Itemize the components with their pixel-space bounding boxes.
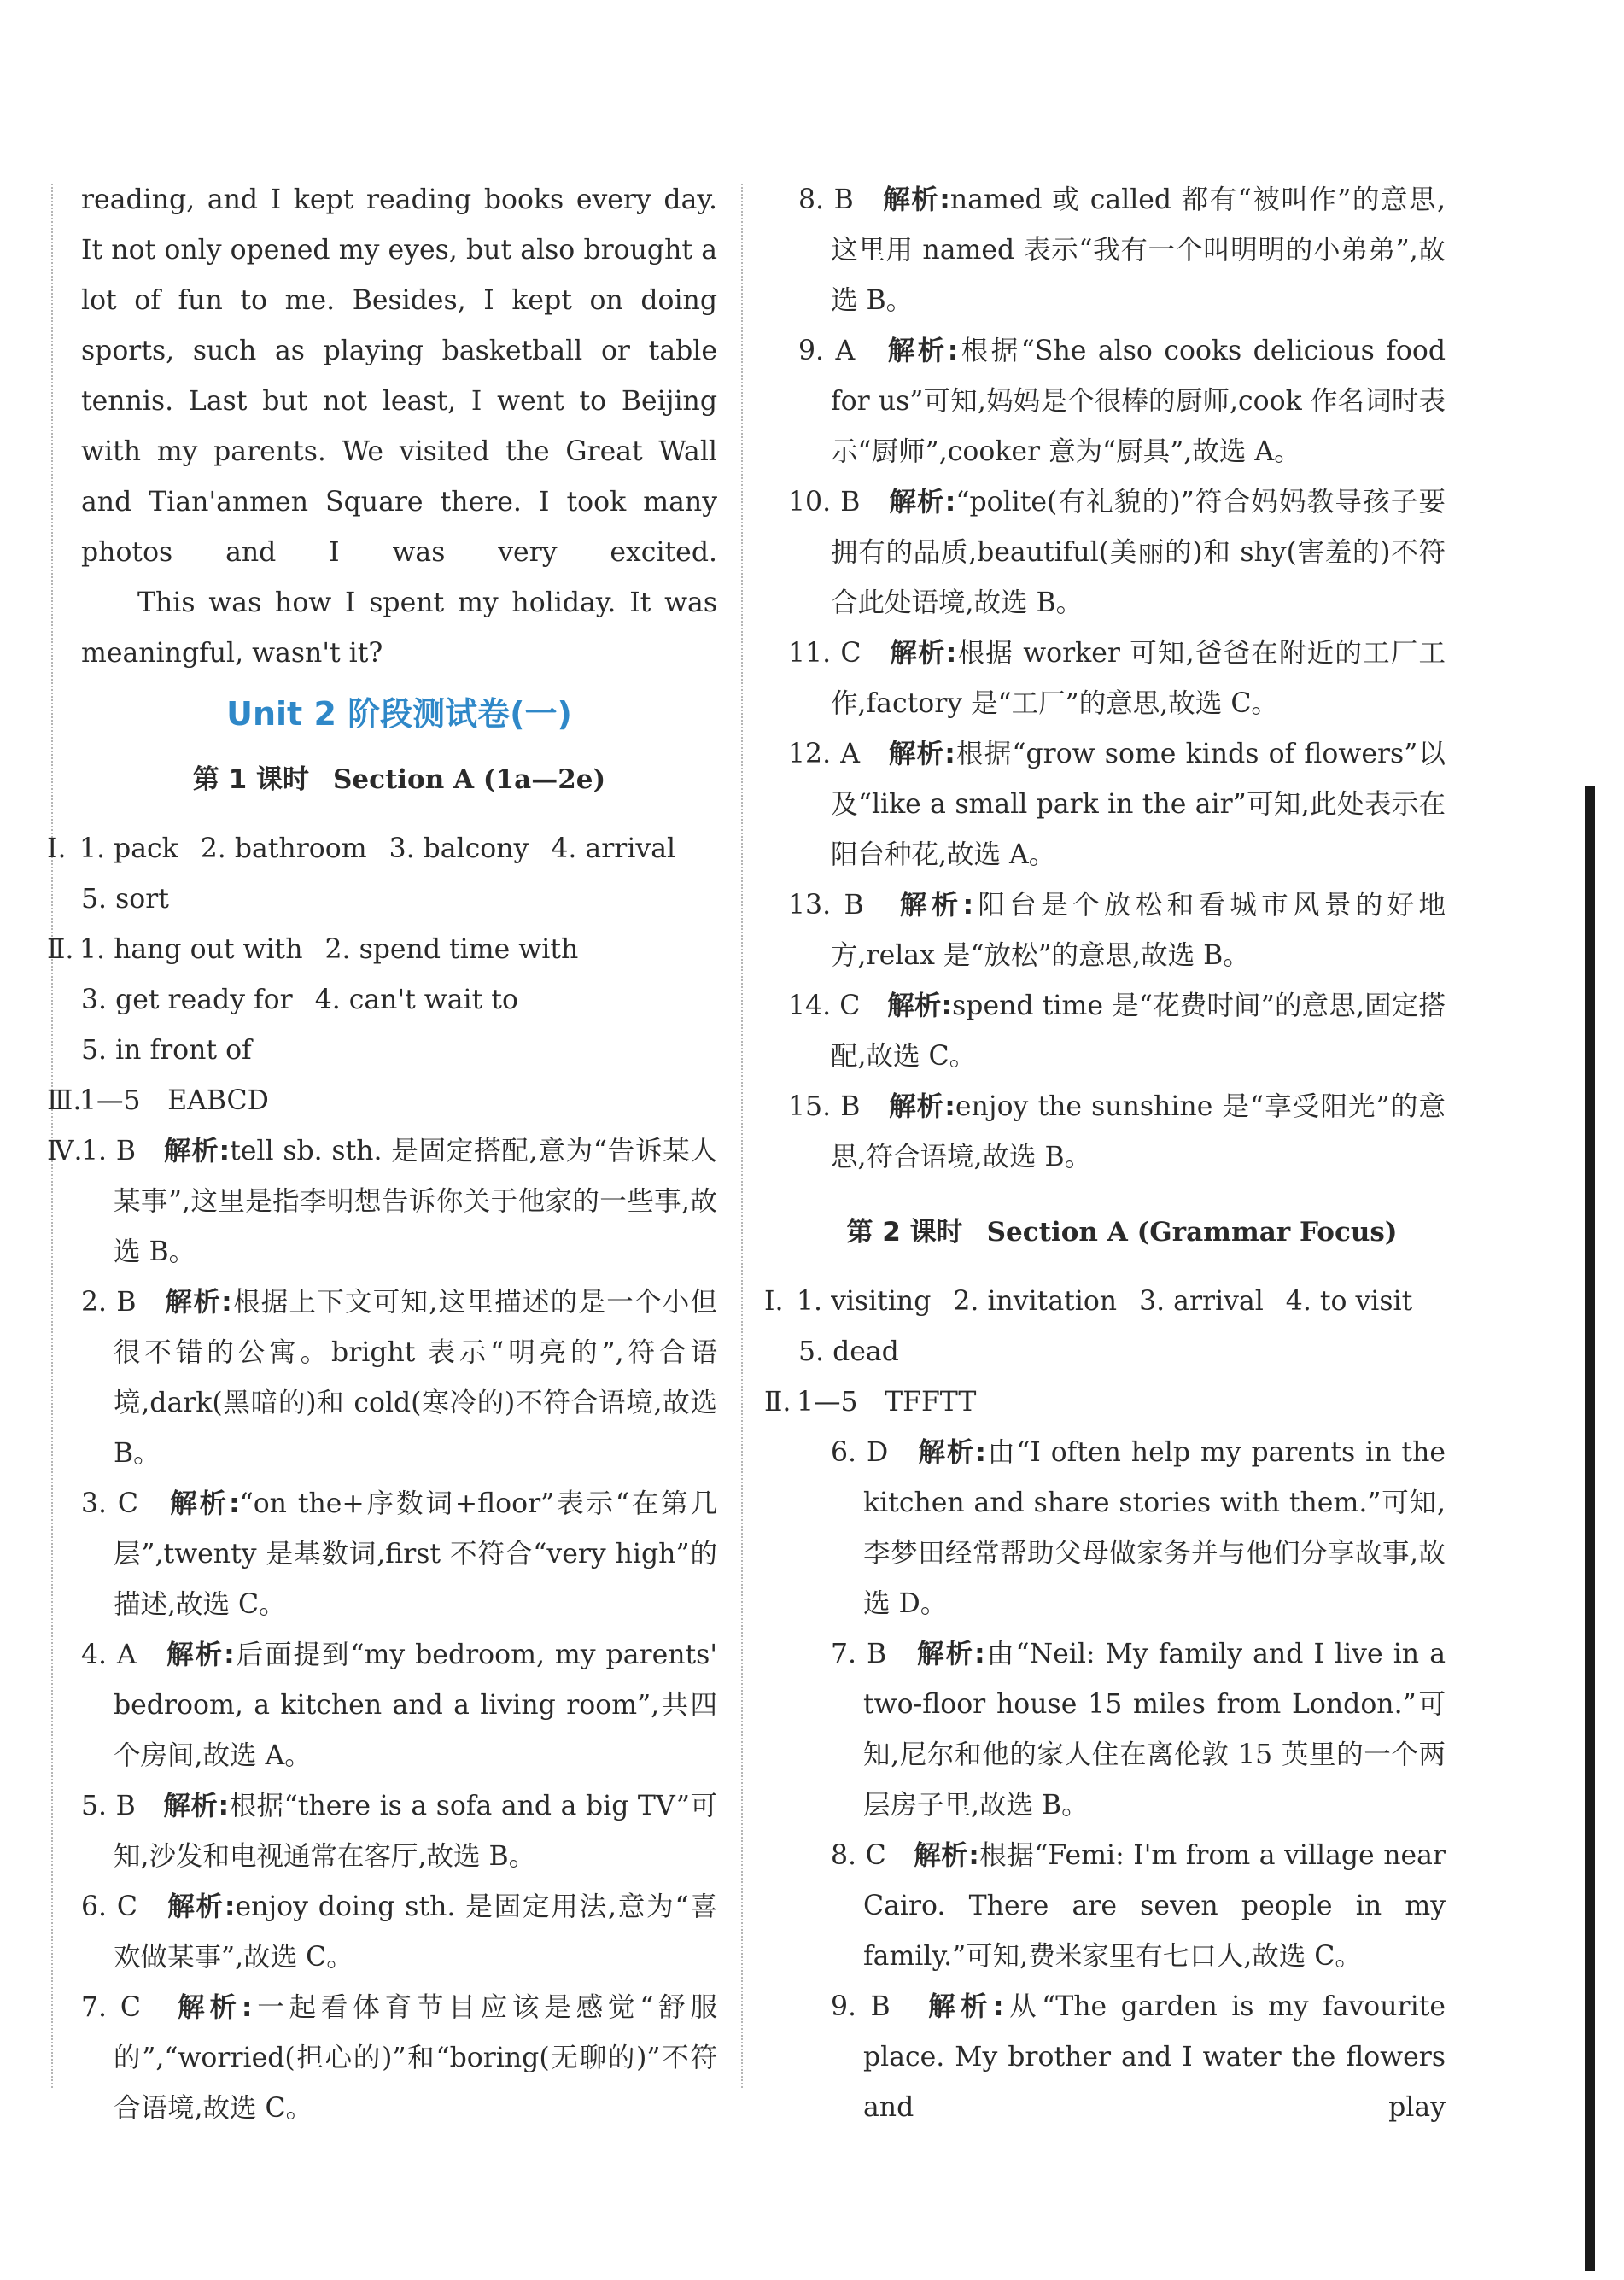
answer-explanation <box>831 1428 1446 1629</box>
analysis-text: 根据“Femi: I'm from a village near Cairo. There are seven people in my family.”可知,费米家里有七口人,故选 C。 <box>863 1840 1446 1972</box>
answer-explanation <box>788 1082 1446 1183</box>
answer-key: 1—5 EABCD <box>79 1085 269 1116</box>
analysis-label: 解析: <box>928 1991 1004 2022</box>
lesson-label: 第 1 课时 <box>192 764 309 795</box>
lesson-section: Section A (1a—2e) <box>332 764 606 795</box>
answer-number: 9. B <box>831 1991 891 2022</box>
analysis-text: 根据“She also cooks delicious food for us”可知,妈妈是个很棒的厨师,cook 作名词时表示“厨师”,cooker 意为“厨具”,故选 A。 <box>831 336 1446 467</box>
opening-paragraph: reading, and I kept reading books every day. It not only opened my eyes, but also brought a lot of fun to me. Besides, I kept on doing sports, such as playing basketball or table tennis. Last but not least, I went to Beijing with my parents. We visited the Great Wall and Tian'anmen Square there. I took many photos and I was very excited. <box>81 184 717 568</box>
analysis-label: 解析: <box>887 991 953 1021</box>
answer-item: 1. pack <box>79 833 178 864</box>
part-2 <box>47 925 717 1076</box>
page-edge-shadow <box>1585 786 1595 2271</box>
analysis-text: 根据“grow some kinds of flowers”以及“like a small park in the air”可知,此处表示在阳台种花,故选 A。 <box>831 739 1446 870</box>
analysis-label: 解析: <box>167 1891 236 1922</box>
answer-explanation <box>831 1629 1446 1831</box>
answer-number: 13. B <box>788 890 864 921</box>
answer-item: 3. balcony <box>388 833 529 864</box>
answer-item: 2. invitation <box>953 1286 1118 1317</box>
answer-item: 2. bathroom <box>200 833 367 864</box>
answer-explanation <box>81 1781 717 1882</box>
answer-explanation <box>831 1982 1446 2133</box>
answer-item: 4. arrival <box>551 833 676 864</box>
roman-numeral: Ⅱ. <box>47 934 74 965</box>
answer-explanation <box>81 1277 717 1479</box>
analysis-text: spend time 是“花费时间”的意思,固定搭配,故选 C。 <box>831 991 1446 1072</box>
lesson-section: Section A (Grammar Focus) <box>986 1217 1398 1248</box>
answer-explanation <box>798 175 1446 326</box>
analysis-text: 从“The garden is my favourite place. My brother and I water the flowers and play <box>863 1991 1446 2123</box>
answer-explanation <box>81 1882 717 1983</box>
answer-explanation <box>831 1831 1446 1982</box>
answer-number: 8. C <box>831 1840 886 1871</box>
answer-explanation <box>81 1630 717 1781</box>
analysis-label: 解析: <box>888 739 955 769</box>
answer-item: 4. to visit <box>1285 1286 1413 1317</box>
analysis-label: 解析: <box>163 1791 230 1821</box>
analysis-text: 根据 worker 可知,爸爸在附近的工厂工作,factory 是“工厂”的意思,故选 C。 <box>831 638 1446 719</box>
lesson-heading-2 <box>798 1207 1446 1258</box>
answer-number: 8. B <box>798 184 854 215</box>
answer-number: 11. C <box>788 638 862 669</box>
answer-explanation <box>788 981 1446 1082</box>
answer-number: 5. B <box>81 1791 136 1821</box>
part-3 <box>47 1076 717 1126</box>
analysis-label: 解析: <box>889 1091 955 1122</box>
analysis-text: tell sb. sth. 是固定搭配,意为“告诉某人某事”,这里是指李明想告诉你关于他家的一些事,故选 B。 <box>114 1136 717 1267</box>
analysis-label: 解析: <box>883 184 950 215</box>
answer-item: 5. dead <box>798 1336 899 1367</box>
analysis-text: 一起看体育节目应该是感觉“舒服的”,“worried(担心的)”和“boring(无聊的)”不符合语境,故选 C。 <box>114 1992 717 2124</box>
part-1 <box>47 824 717 925</box>
column-divider <box>741 184 743 2088</box>
analysis-text: 根据“there is a sofa and a big TV”可知,沙发和电视通常在客厅,故选 B。 <box>114 1791 717 1872</box>
analysis-text: enjoy doing sth. 是固定用法,意为“喜欢做某事”,故选 C。 <box>114 1891 717 1973</box>
answer-item: 3. get ready for <box>81 985 293 1015</box>
answer-number: 9. A <box>798 336 856 366</box>
analysis-text: 由“Neil: My family and I live in a two-floor house 15 miles from London.”可知,尼尔和他的家人住在离伦敦 15 英里的一个两层房子里,故选 B。 <box>863 1639 1446 1821</box>
answer-number: 6. C <box>81 1891 138 1922</box>
answer-number: 15. B <box>788 1091 861 1122</box>
roman-numeral: Ⅲ. <box>47 1085 82 1116</box>
answer-number: 2. B <box>81 1287 137 1318</box>
answer-number: 1. B <box>81 1136 136 1166</box>
answer-number: 6. D <box>831 1437 889 1468</box>
analysis-label: 解析: <box>890 638 957 669</box>
analysis-text: enjoy the sunshine 是“享受阳光”的意思,符合语境,故选 B。 <box>831 1091 1446 1172</box>
answer-explanation <box>788 729 1446 880</box>
answer-item: 2. spend time with <box>324 934 579 965</box>
roman-numeral: Ⅰ. <box>764 1286 784 1317</box>
unit-title: Unit 2 阶段测试卷(一) <box>226 695 572 733</box>
right-column <box>764 175 1446 2133</box>
answer-item: 5. sort <box>81 884 169 915</box>
lesson-label: 第 2 课时 <box>846 1217 963 1248</box>
part-2 <box>764 1377 1446 2133</box>
analysis-text: 由“I often help my parents in the kitchen and share stories with them.”可知,李梦田经常帮助父母做家务并与他们分享故事,故选 D。 <box>863 1437 1446 1619</box>
analysis-label: 解析: <box>914 1840 979 1871</box>
analysis-label: 解析: <box>170 1488 240 1519</box>
answer-number: 14. C <box>788 991 861 1021</box>
analysis-label: 解析: <box>918 1437 986 1468</box>
analysis-label: 解析: <box>164 1136 231 1166</box>
roman-numeral: Ⅱ. <box>764 1387 792 1418</box>
part-1 <box>764 1277 1446 1377</box>
answer-number: 3. C <box>81 1488 139 1519</box>
lesson-heading-1 <box>81 754 717 805</box>
answer-explanation <box>798 326 1446 477</box>
analysis-text: 后面提到“my bedroom, my parents' bedroom, a kitchen and a living room”,共四个房间,故选 A。 <box>114 1640 717 1771</box>
answer-key: 1—5 TFFTT <box>797 1387 977 1418</box>
answer-item: 1. hang out with <box>79 934 303 965</box>
analysis-label: 解析: <box>887 336 959 366</box>
answer-explanation <box>788 628 1446 729</box>
answer-explanation <box>81 1983 717 2134</box>
analysis-label: 解析: <box>178 1992 253 2023</box>
answer-item: 3. arrival <box>1139 1286 1264 1317</box>
analysis-text: named 或 called 都有“被叫作”的意思,这里用 named 表示“我有一个叫明明的小弟弟”,故选 B。 <box>831 184 1446 316</box>
analysis-text: “polite(有礼貌的)”符合妈妈教导孩子要拥有的品质,beautiful(美丽的)和 shy(害羞的)不符合此处语境,故选 B。 <box>831 487 1446 618</box>
roman-numeral: Ⅰ. <box>47 833 67 864</box>
answer-explanation <box>81 1479 717 1630</box>
answer-explanation <box>788 477 1446 628</box>
analysis-text: 阳台是个放松和看城市风景的好地方,relax 是“放松”的意思,故选 B。 <box>831 890 1446 971</box>
answer-explanation <box>81 1126 717 1277</box>
analysis-label: 解析: <box>889 487 956 517</box>
analysis-label: 解析: <box>899 890 974 921</box>
analysis-label: 解析: <box>166 1640 235 1670</box>
analysis-label: 解析: <box>165 1287 232 1318</box>
analysis-label: 解析: <box>917 1639 985 1669</box>
analysis-text: 根据上下文可知,这里描述的是一个小但很不错的公寓。bright 表示“明亮的”,符合语境,dark(黑暗的)和 cold(寒冷的)不符合语境,故选 B。 <box>114 1287 717 1469</box>
left-column <box>47 175 717 2134</box>
part-4 <box>47 1126 717 2134</box>
closing-paragraph: This was how I spent my holiday. It was meaningful, wasn't it? <box>81 588 717 669</box>
roman-numeral: Ⅳ. <box>47 1136 83 1166</box>
answer-item: 5. in front of <box>81 1035 252 1066</box>
answer-number: 7. B <box>831 1639 887 1669</box>
answer-number: 12. A <box>788 739 861 769</box>
answer-item: 1. visiting <box>797 1286 932 1317</box>
answer-number: 7. C <box>81 1992 141 2023</box>
answer-number: 4. A <box>81 1640 137 1670</box>
answer-item: 4. can't wait to <box>314 985 518 1015</box>
analysis-text: “on the+序数词+floor”表示“在第几层”,twenty 是基数词,first 不符合“very high”的描述,故选 C。 <box>114 1488 717 1620</box>
answer-explanation <box>788 880 1446 981</box>
answer-number: 10. B <box>788 487 861 517</box>
